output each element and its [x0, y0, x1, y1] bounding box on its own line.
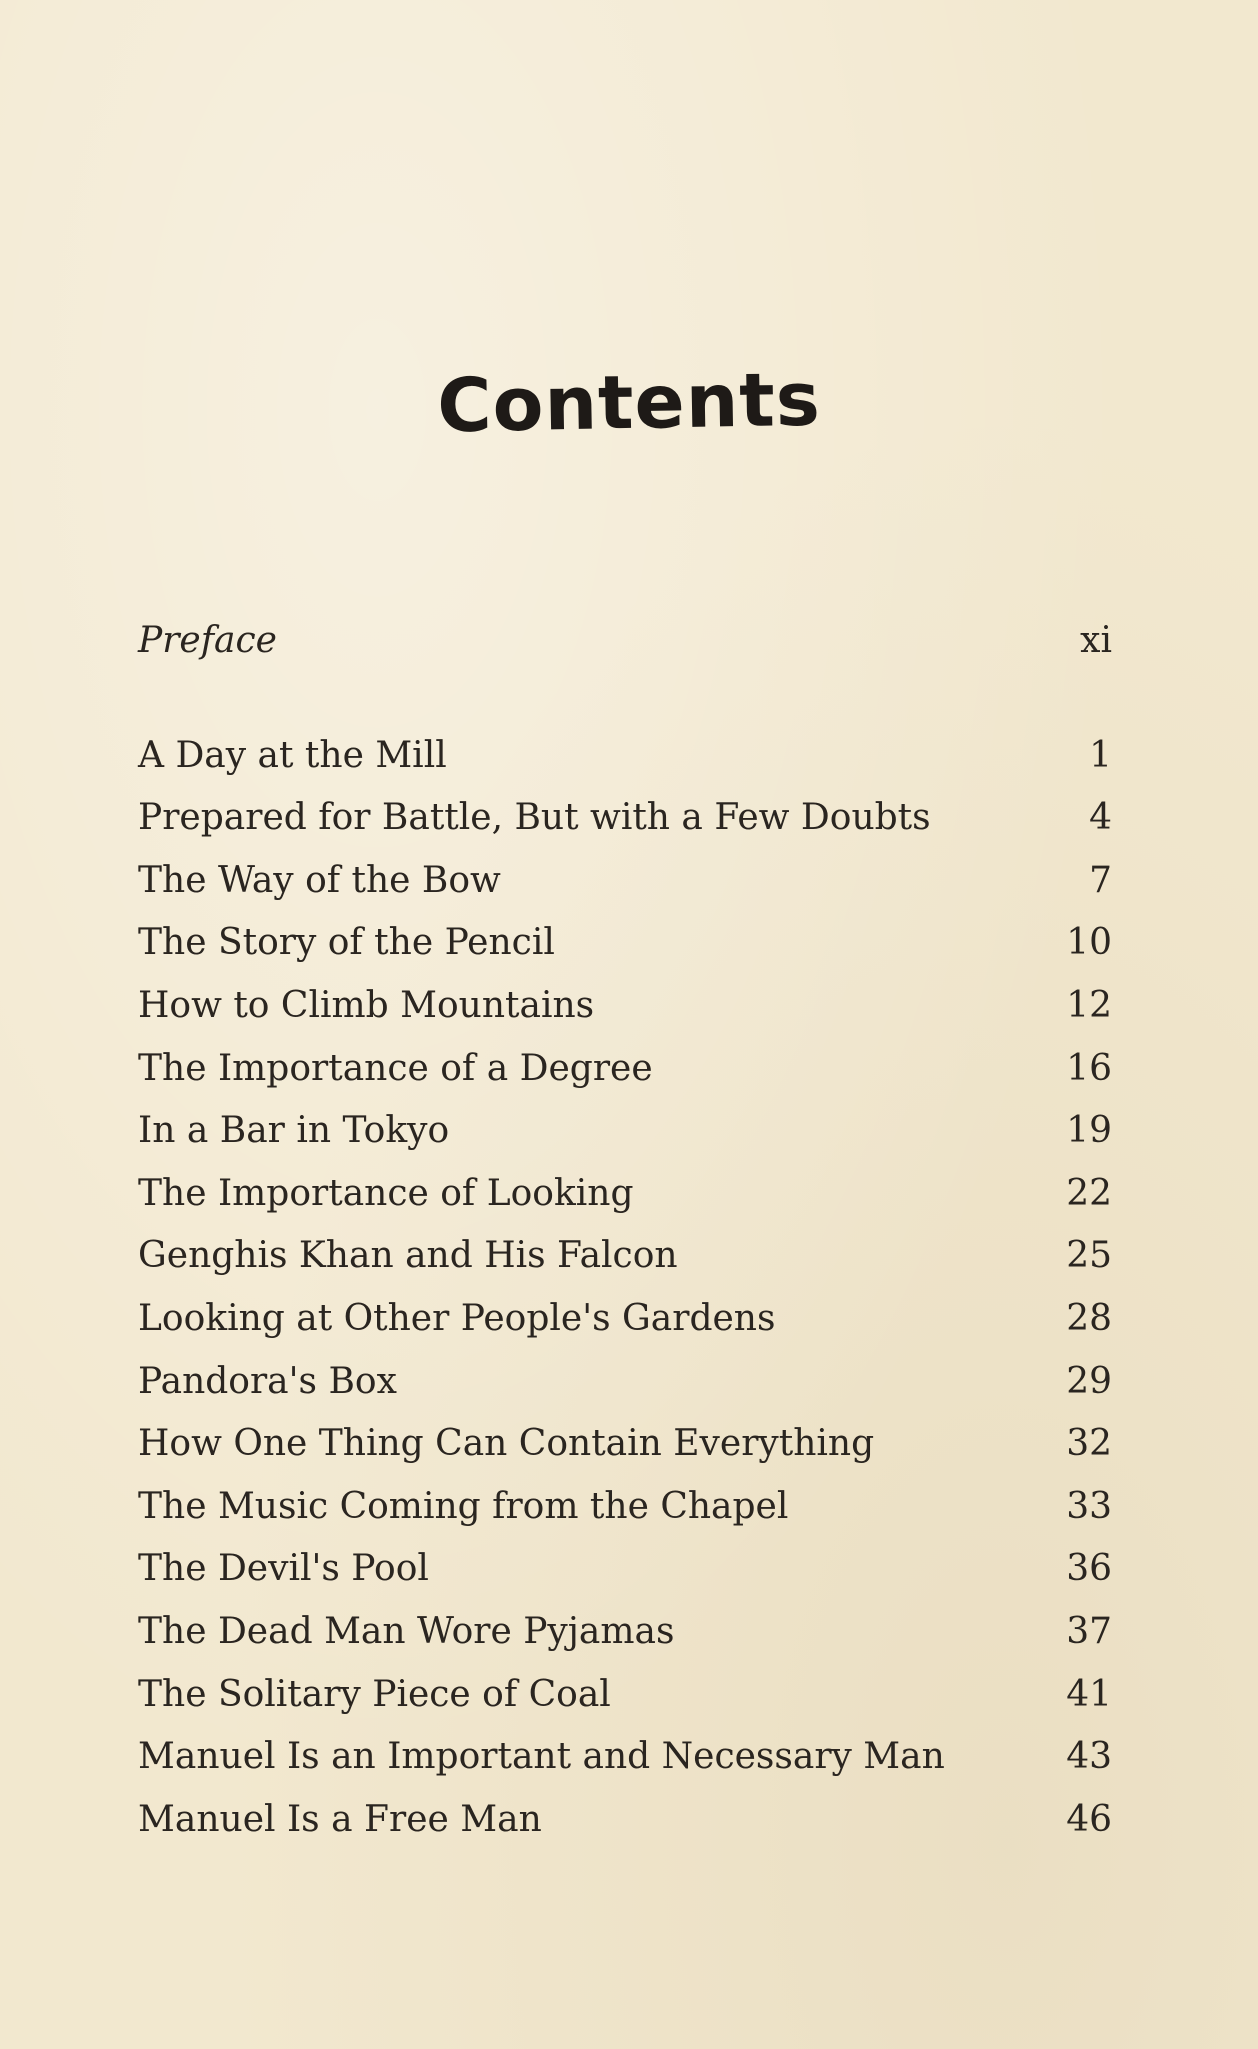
toc-entry	[138, 1789, 1112, 1852]
toc-entry	[138, 1726, 1112, 1789]
toc-entry-page: 4	[1089, 797, 1112, 839]
toc-entry	[138, 1288, 1112, 1351]
toc-entry-title: The Dead Man Wore Pyjamas	[138, 1610, 675, 1652]
toc-entry-page: 33	[1066, 1485, 1112, 1527]
toc-entry-title: The Music Coming from the Chapel	[138, 1485, 789, 1527]
toc-entry-title: Genghis Khan and His Falcon	[138, 1235, 678, 1277]
toc-entry-title: Preface	[138, 620, 277, 661]
toc-entry-page: 37	[1066, 1610, 1112, 1652]
toc-entry	[138, 1601, 1112, 1664]
toc-entry-page: 10	[1066, 922, 1112, 964]
toc-entry-page: 22	[1066, 1172, 1112, 1214]
toc-entry-title: How to Climb Mountains	[138, 984, 595, 1026]
page-title: Contents	[436, 356, 822, 450]
toc-entry-page: 7	[1089, 859, 1112, 901]
toc-entry-title: Manuel Is an Important and Necessary Man	[138, 1736, 945, 1778]
toc-entry-page: 28	[1066, 1297, 1112, 1339]
toc-entry	[138, 1664, 1112, 1727]
toc-entry-title: The Importance of Looking	[138, 1172, 634, 1214]
toc-entry	[138, 787, 1112, 850]
toc-entry-preface	[138, 610, 1112, 673]
toc-entry	[138, 1413, 1112, 1476]
table-of-contents	[138, 610, 1112, 1851]
toc-entry-page: 43	[1066, 1736, 1112, 1778]
toc-entry-page: 41	[1066, 1673, 1112, 1715]
toc-entry-page: 25	[1066, 1235, 1112, 1277]
toc-entry-title: A Day at the Mill	[138, 734, 447, 776]
toc-entry-title: In a Bar in Tokyo	[138, 1110, 450, 1152]
toc-entry-title: Manuel Is a Free Man	[138, 1798, 542, 1840]
toc-entry-title: The Importance of a Degree	[138, 1047, 653, 1089]
toc-entry	[138, 912, 1112, 975]
toc-entry-title: Looking at Other People's Gardens	[138, 1297, 776, 1339]
toc-entry	[138, 1100, 1112, 1163]
toc-entry-title: The Story of the Pencil	[138, 922, 555, 964]
toc-entry	[138, 1225, 1112, 1288]
toc-entry-page: 16	[1066, 1047, 1112, 1089]
toc-entry-page: 19	[1066, 1110, 1112, 1152]
toc-entry-page: 12	[1066, 984, 1112, 1026]
toc-entry-page: xi	[1080, 620, 1112, 661]
toc-entry	[138, 1038, 1112, 1101]
toc-entry-page: 36	[1066, 1548, 1112, 1590]
toc-entry	[138, 975, 1112, 1038]
toc-entry	[138, 1351, 1112, 1414]
toc-entry-title: The Devil's Pool	[138, 1548, 429, 1590]
toc-entry-title: The Way of the Bow	[138, 859, 501, 901]
toc-entry-title: How One Thing Can Contain Everything	[138, 1423, 875, 1465]
toc-entry	[138, 1538, 1112, 1601]
toc-entry	[138, 725, 1112, 788]
toc-entry-page: 1	[1089, 734, 1112, 776]
toc-entry-page: 46	[1066, 1798, 1112, 1840]
toc-entry-page: 32	[1066, 1423, 1112, 1465]
toc-entry-title: The Solitary Piece of Coal	[138, 1673, 611, 1715]
toc-entry	[138, 850, 1112, 913]
toc-entry	[138, 1163, 1112, 1226]
toc-entry	[138, 1476, 1112, 1539]
toc-entry-title: Pandora's Box	[138, 1360, 397, 1402]
toc-entry-title: Prepared for Battle, But with a Few Doubts	[138, 797, 931, 839]
toc-entry-page: 29	[1066, 1360, 1112, 1402]
